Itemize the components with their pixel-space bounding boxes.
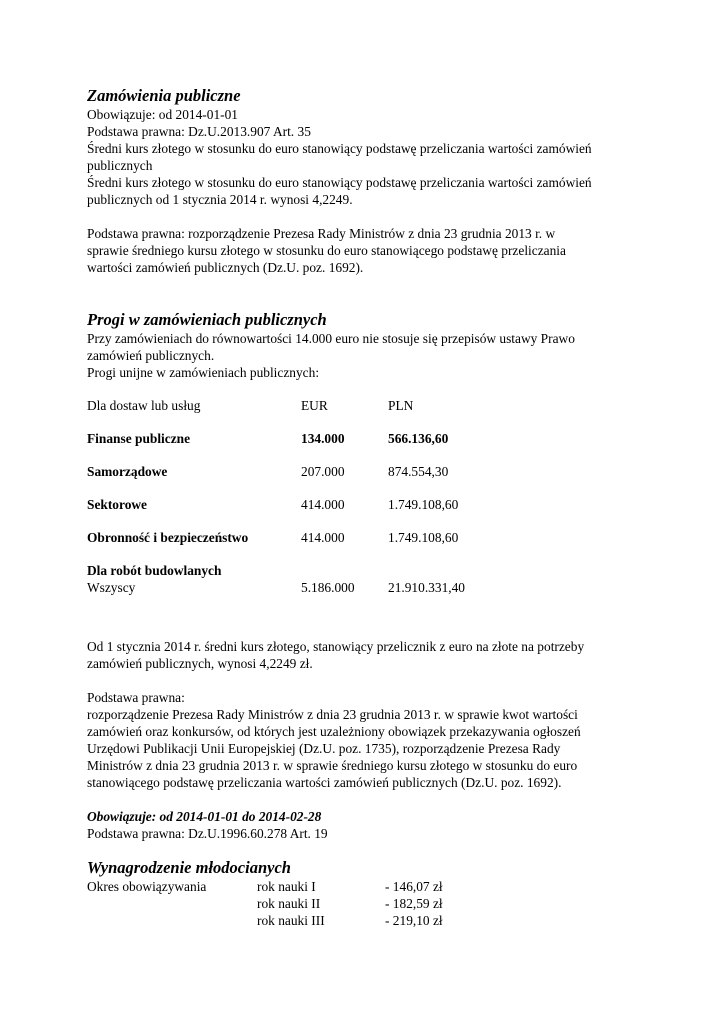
wage-amount: - 146,07 zł <box>385 879 443 894</box>
basis-line: Podstawa prawna: rozporządzenie Prezesa Rady Ministrów z dnia 23 grudnia 2013 r. w <box>87 226 556 241</box>
threshold-row <box>87 496 647 513</box>
row-category: Sektorowe <box>87 497 148 512</box>
legal-basis-line: Podstawa prawna: Dz.U.2013.907 Art. 35 <box>87 124 311 139</box>
row-eur: 414.000 <box>301 530 345 545</box>
header-pln: PLN <box>388 398 414 413</box>
threshold-table-header <box>87 397 647 414</box>
year-label: rok nauki I <box>257 879 316 894</box>
row-category: Wszyscy <box>87 580 136 595</box>
wage-row <box>87 895 647 912</box>
validity-line: Obowiązuje: od 2014-01-01 <box>87 107 238 122</box>
basis-line: rozporządzenie Prezesa Rady Ministrów z dnia 23 grudnia 2013 r. w sprawie kwot wartości <box>87 707 578 722</box>
row-category: Obronność i bezpieczeństwo <box>87 530 249 545</box>
basis-line: stanowiącego podstawę przeliczania wartości zamówień publicznych (Dz.U. poz. 1692). <box>87 775 562 790</box>
wage-amount: - 182,59 zł <box>385 896 443 911</box>
row-eur: 134.000 <box>301 431 345 446</box>
works-heading-row <box>87 562 647 579</box>
threshold-row <box>87 529 647 546</box>
period-label: Okres obowiązywania <box>87 879 207 894</box>
section-title-progi: Progi w zamówieniach publicznych <box>87 310 327 329</box>
legal-basis-line: Podstawa prawna: Dz.U.1996.60.278 Art. 19 <box>87 826 328 841</box>
basis-line: wartości zamówień publicznych (Dz.U. poz. 1692). <box>87 260 364 275</box>
row-category: Finanse publiczne <box>87 431 191 446</box>
row-category: Samorządowe <box>87 464 168 479</box>
intro-line: Przy zamówieniach do równowartości 14.000 euro nie stosuje się przepisów ustawy Prawo <box>87 331 575 346</box>
threshold-row <box>87 430 647 447</box>
wage-amount: - 219,10 zł <box>385 913 443 928</box>
rate-text-line: Średni kurs złotego w stosunku do euro stanowiący podstawę przeliczania wartości zamówień <box>87 175 592 190</box>
intro-line: zamówień publicznych. <box>87 348 215 363</box>
rate-text-line: publicznych od 1 stycznia 2014 r. wynosi 4,2249. <box>87 192 353 207</box>
row-pln: 874.554,30 <box>388 464 449 479</box>
header-category: Dla dostaw lub usług <box>87 398 201 413</box>
rate-note-line: zamówień publicznych, wynosi 4,2249 zł. <box>87 656 313 671</box>
header-eur: EUR <box>301 398 328 413</box>
validity-range: Obowiązuje: od 2014-01-01 do 2014-02-28 <box>87 809 322 824</box>
row-pln: 21.910.331,40 <box>388 580 465 595</box>
row-eur: 207.000 <box>301 464 345 479</box>
basis-line: Urzędowi Publikacji Unii Europejskiej (Dz.U. poz. 1735), rozporządzenie Prezesa Rady <box>87 741 561 756</box>
basis-line: sprawie średniego kursu złotego w stosunku do euro stanowiącego podstawę przeliczania <box>87 243 566 258</box>
threshold-row <box>87 463 647 480</box>
row-pln: 1.749.108,60 <box>388 497 459 512</box>
row-eur: 5.186.000 <box>301 580 355 595</box>
rate-note-line: Od 1 stycznia 2014 r. średni kurs złotego, stanowiący przelicznik z euro na złote na potrzeby <box>87 639 585 654</box>
section-title-wynagrodzenie: Wynagrodzenie młodocianych <box>87 858 291 877</box>
basis-line: zamówień oraz konkursów, od których jest uzależniony obowiązek przekazywania ogłoszeń <box>87 724 581 739</box>
wage-row <box>87 912 647 929</box>
row-eur: 414.000 <box>301 497 345 512</box>
basis-label: Podstawa prawna: <box>87 690 185 705</box>
section-title-zamowienia: Zamówienia publiczne <box>87 86 241 105</box>
document-page <box>87 86 647 929</box>
wage-row <box>87 878 647 895</box>
rate-heading-line: publicznych <box>87 158 153 173</box>
works-heading: Dla robót budowlanych <box>87 563 222 578</box>
year-label: rok nauki III <box>257 913 325 928</box>
basis-line: Ministrów z dnia 23 grudnia 2013 r. w sprawie średniego kursu złotego w stosunku do euro <box>87 758 578 773</box>
threshold-row <box>87 579 647 596</box>
row-pln: 566.136,60 <box>388 431 449 446</box>
rate-heading-line: Średni kurs złotego w stosunku do euro stanowiący podstawę przeliczania wartości zamówień <box>87 141 592 156</box>
year-label: rok nauki II <box>257 896 321 911</box>
row-pln: 1.749.108,60 <box>388 530 459 545</box>
intro-line: Progi unijne w zamówieniach publicznych: <box>87 365 320 380</box>
